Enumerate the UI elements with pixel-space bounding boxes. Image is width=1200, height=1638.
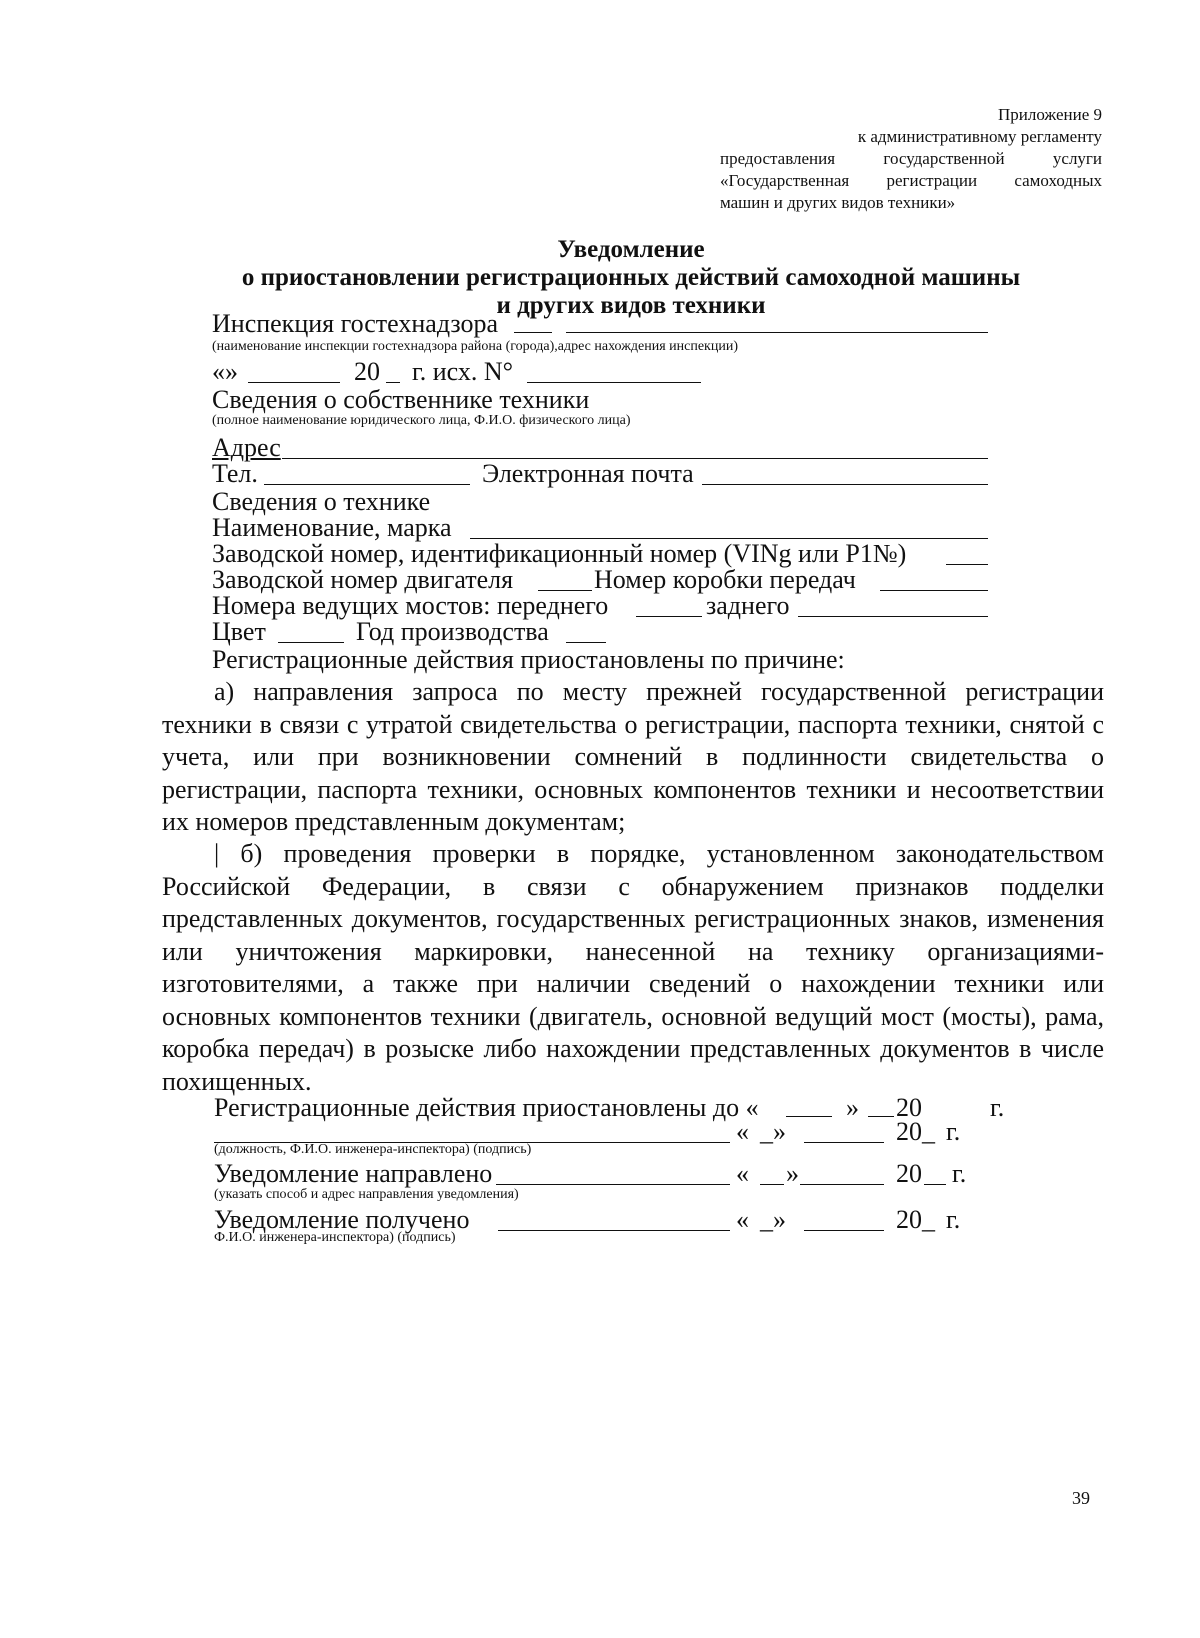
page-number: 39	[1072, 1488, 1090, 1508]
received-g: г.	[946, 1205, 961, 1234]
reason-b-paragraph	[162, 838, 1104, 1098]
title-line-1: Уведомление	[557, 236, 705, 263]
sent-quote-close: »	[786, 1159, 799, 1188]
inspection-row	[212, 310, 498, 338]
date-open-quote: «»	[212, 357, 238, 386]
color-label: Цвет	[212, 617, 266, 646]
sent-month-field[interactable]	[800, 1184, 884, 1185]
suspended-until-label: Регистрационные действия приостановлены до «	[214, 1093, 759, 1122]
tech-label: Сведения о технике	[212, 487, 431, 516]
received-month-field[interactable]	[804, 1230, 884, 1231]
address-label: Адрес	[212, 433, 281, 462]
received-quote-dash: _»	[760, 1205, 786, 1234]
sent-field[interactable]	[496, 1184, 730, 1185]
serial-field[interactable]	[946, 564, 988, 565]
inspection-label: Инспекция гостехнадзора	[212, 309, 499, 338]
sig-quote-open: «	[736, 1117, 749, 1146]
reason-a-text: а) направления запроса по месту прежней государственной регистрации техники в связи с утратой свидетельства о регистрации, паспорта техники, снятой с учета, или при возникновении сомнений в подлинности свидетельства о регистрации, паспорта техники, основных компонентов техники и несоответствии их номеров представленным документам;	[162, 677, 1104, 836]
received-label: Уведомление получено	[214, 1205, 470, 1234]
received-caption: Ф.И.О. инженера-инспектора) (подпись)	[214, 1230, 456, 1245]
appendix-line-5: машин и других видов техники»	[720, 193, 956, 212]
inspection-field[interactable]	[566, 332, 988, 333]
outgoing-number-field[interactable]	[527, 382, 701, 383]
rear-axle-field[interactable]	[798, 616, 988, 617]
owner-caption: (полное наименование юридического лица, Ф.И.О. физического лица)	[212, 413, 631, 428]
suspended-year: 20	[896, 1093, 922, 1122]
received-quote-open: «	[736, 1205, 749, 1234]
sent-caption: (указать способ и адрес направления уведомления)	[214, 1187, 519, 1202]
reason-label: Регистрационные действия приостановлены по причине:	[212, 645, 845, 674]
suspended-day-field[interactable]	[786, 1116, 832, 1117]
appendix-line-2: к административному регламенту	[857, 127, 1102, 146]
date-year-field[interactable]	[386, 382, 400, 383]
gearbox-label: Номер коробки передач	[594, 565, 856, 594]
sig-g: г.	[946, 1117, 961, 1146]
phone-label: Тел.	[212, 459, 258, 488]
phone-field[interactable]	[264, 484, 470, 485]
axles-label: Номера ведущих мостов: переднего	[212, 591, 609, 620]
sig-year: 20_	[896, 1117, 935, 1146]
reason-b-text: | б) проведения проверки в порядке, установленном законодательством Российской Федерации, в связи с обнаружением признаков подделки представленных документов, государственных регистрационных знаков, изменения или уничтожения маркировки, нанесенной на технику организациями-изготовителями, а также при наличии сведений о нахождении техники или основных компонентов техники (двигатель, основной ведущий мост (мосты), рама, коробка передач) в розыске либо нахождении представленных документов в числе похищенных.	[162, 839, 1104, 1096]
appendix-line-4: «Государственная регистрации самоходных	[720, 171, 1102, 190]
sent-g: г.	[952, 1159, 967, 1188]
appendix-line-3: предоставления государственной услуги	[720, 149, 1102, 168]
sent-year-field[interactable]	[924, 1184, 946, 1185]
date-year-prefix: 20	[354, 357, 380, 386]
color-field[interactable]	[278, 642, 344, 643]
serial-label: Заводской номер, идентификационный номер (VINg или P1№)	[212, 539, 907, 568]
suspended-g: г.	[990, 1093, 1005, 1122]
year-label: Год производства	[356, 617, 549, 646]
gearbox-field[interactable]	[880, 590, 988, 591]
email-label: Электронная почта	[482, 459, 694, 488]
owner-label: Сведения о собственнике техники	[212, 385, 590, 414]
title-line-3: и других видов техники	[496, 292, 766, 319]
appendix-header	[720, 104, 1102, 214]
date-suffix: г. исх. N°	[412, 357, 514, 386]
appendix-line-1: Приложение 9	[998, 105, 1102, 124]
date-day-field[interactable]	[248, 382, 340, 383]
sig-quote-dash: _»	[760, 1117, 786, 1146]
sent-day-field[interactable]	[760, 1184, 784, 1185]
position-caption: (должность, Ф.И.О. инженера-инспектора) (подпись)	[214, 1142, 532, 1157]
received-year: 20_	[896, 1205, 935, 1234]
document-title	[160, 236, 1102, 320]
sent-quote-open: «	[736, 1159, 749, 1188]
sig-month-field[interactable]	[804, 1142, 884, 1143]
email-field[interactable]	[702, 484, 988, 485]
front-axle-field[interactable]	[636, 616, 702, 617]
name-label: Наименование, марка	[212, 513, 452, 542]
reason-a-paragraph	[162, 676, 1104, 839]
engine-label: Заводской номер двигателя	[212, 565, 514, 594]
inspection-caption: (наименование инспекции гостехнадзора района (города),адрес нахождения инспекции)	[212, 339, 738, 354]
received-field[interactable]	[498, 1230, 730, 1231]
year-field[interactable]	[566, 642, 606, 643]
inspection-field-short[interactable]	[514, 332, 552, 333]
rear-label: заднего	[706, 591, 790, 620]
sent-year: 20	[896, 1159, 922, 1188]
suspended-month-field[interactable]	[868, 1116, 894, 1117]
sent-label: Уведомление направлено	[214, 1159, 493, 1188]
title-line-2: о приостановлении регистрационных действий самоходной машины	[241, 264, 1021, 291]
suspended-close-quote: »	[846, 1093, 859, 1122]
